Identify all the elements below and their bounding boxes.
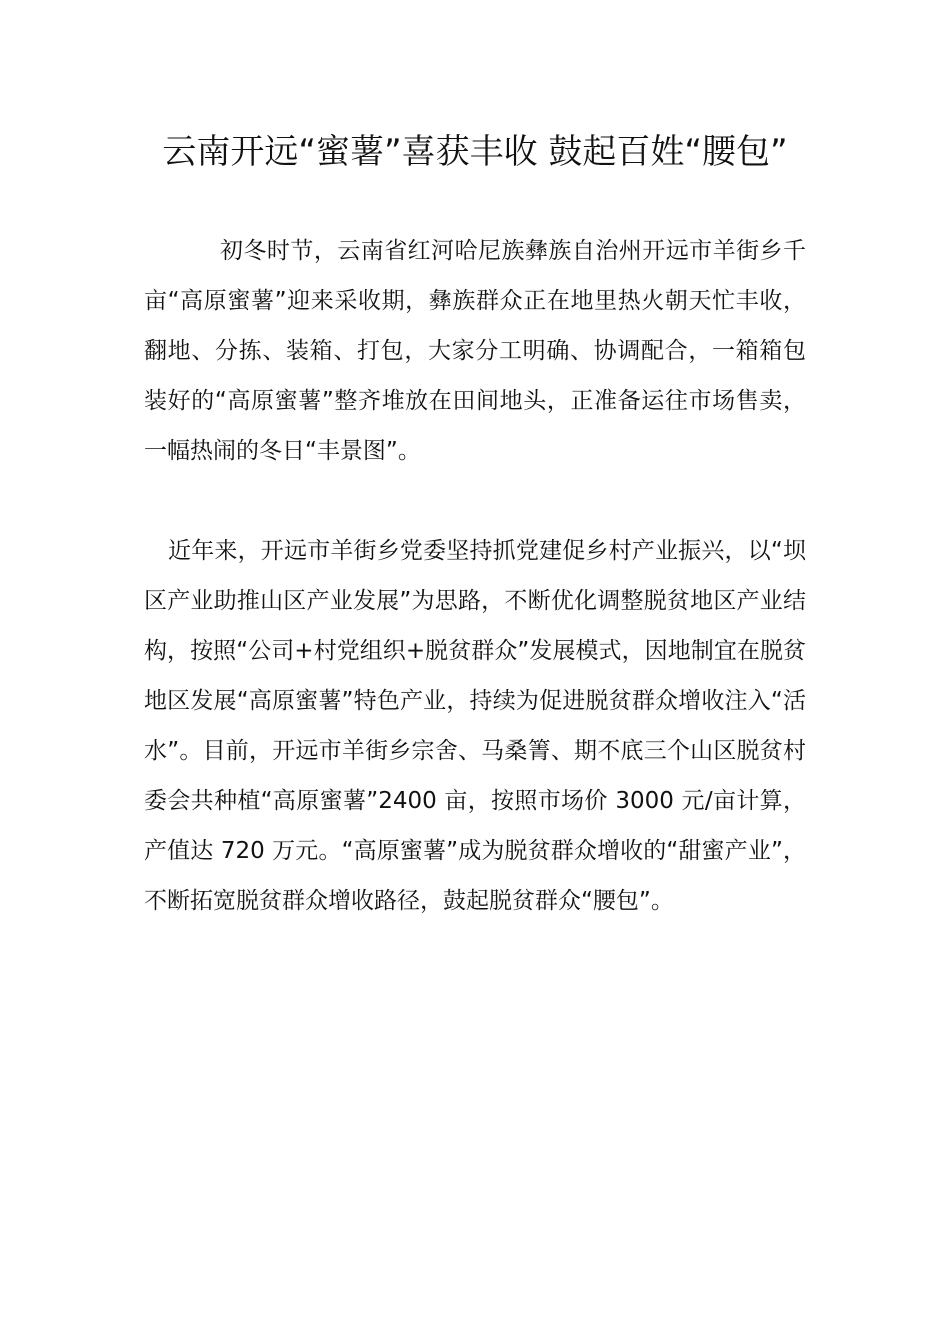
document-title: 云南开远“蜜薯”喜获丰收 鼓起百姓“腰包” [162, 132, 788, 172]
paragraph-intro: 初冬时节，云南省红河哈尼族彝族自治州开远市羊街乡千亩“高原蜜薯”迎来采收期，彝族群众正在地里热火朝天忙丰收，翻地、分拣、装箱、打包，大家分工明确、协调配合，一箱箱包装好的“高原蜜薯”整齐堆放在田间地头，正准备运往市场售卖，一幅热闹的冬日“丰景图”。 [144, 238, 806, 464]
paragraph-details: 近年来，开远市羊街乡党委坚持抓党建促乡村产业振兴，以“坝区产业助推山区产业发展”为思路，不断优化调整脱贫地区产业结构，按照“公司+村党组织+脱贫群众”发展模式，因地制宜在脱贫地区发展“高原蜜薯”特色产业，持续为促进脱贫群众增收注入“活水”。目前，开远市羊街乡宗舍、马桑箐、期不底三个山区脱贫村委会共种植“高原蜜薯”2400 亩，按照市场价 3000 元/亩计算，产值达 720 万元。“高原蜜薯”成为脱贫群众增收的“甜蜜产业”，不断拓宽脱贫群众增收路径，鼓起脱贫群众“腰包”。 [144, 538, 806, 914]
